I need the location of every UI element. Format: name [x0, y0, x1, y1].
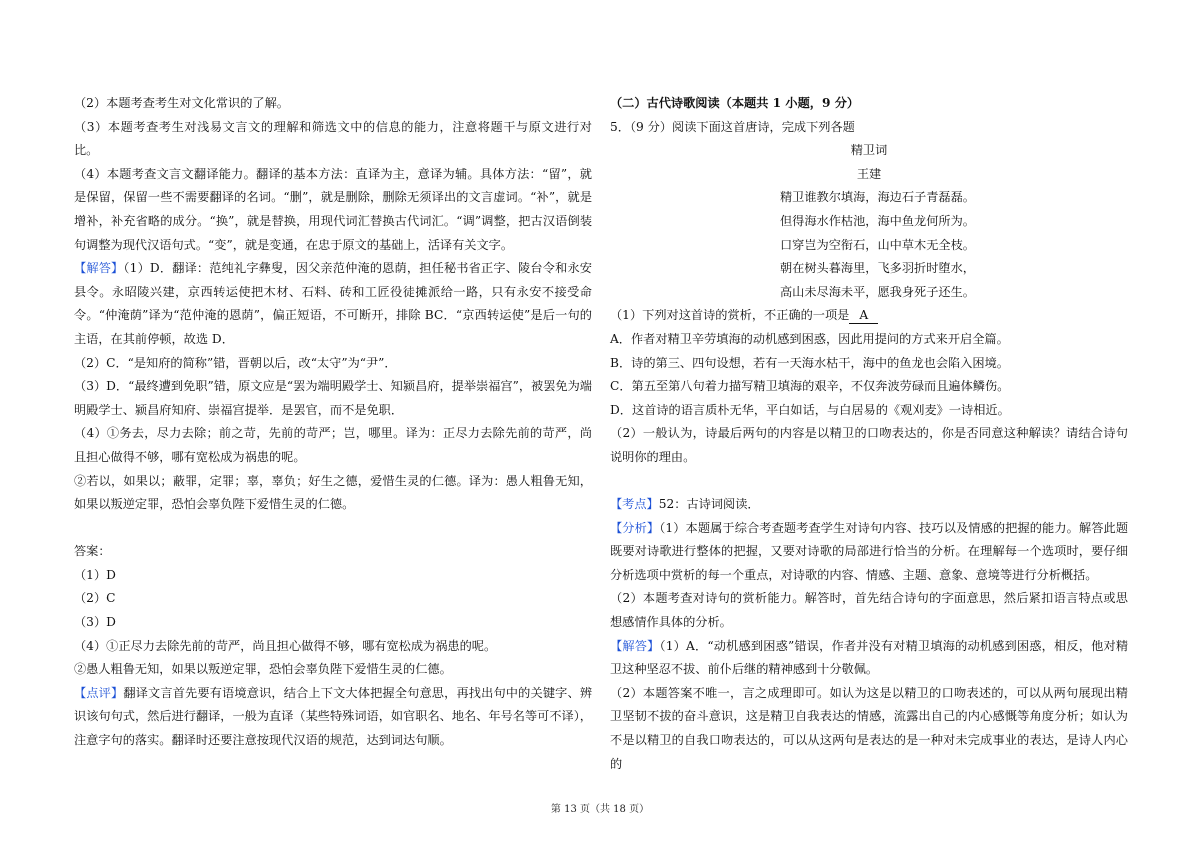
jieda-text-right: （1）A．“动机感到困惑”错误，作者并没有对精卫填海的动机感到困惑，相反，他对精卫这种坚忍不拔、前仆后继的精神感到十分敬佩。 — [610, 638, 1129, 677]
jieda-tag: 【解答】 — [74, 261, 124, 276]
left-column — [74, 92, 592, 753]
dianping-text: 翻译文言首先要有语境意识，结合上下文大体把握全句意思，再找出句中的关键字、辨识该句句式，然后进行翻译，一般为直译（某些特殊词语，如官职名、地名、年号名等可不译），注意字句的落实。翻译时还要注意按现代汉语的规范，达到词达句顺。 — [74, 685, 593, 748]
jieda-more-right: （2）本题答案不唯一，言之成理即可。如认为这是以精卫的口吻表述的，可以从两句展现出精卫坚韧不拔的奋斗意识，这是精卫自我表达的情感，流露出自己的内心感慨等角度分析；如认为不是以精卫的自我口吻表达的，可以从这两句是表达的是一种对未完成事业的表达，是诗人内心的 — [610, 685, 1128, 771]
poem-line: 精卫谁教尔填海，海边石子青磊磊。 — [780, 190, 975, 205]
option-d: D．这首诗的语言质朴无华，平白如话，与白居易的《观刈麦》一诗相近。 — [610, 402, 1010, 417]
fenxi-paragraph — [610, 517, 1128, 588]
answer-item: （2）C — [74, 591, 116, 606]
right-column — [610, 92, 1128, 776]
fenxi-tag: 【分析】 — [610, 520, 660, 535]
analysis-line: （2）本题考查考生对文化常识的了解。 — [74, 96, 289, 110]
spacer — [610, 470, 1128, 494]
answer-label: 答案： — [74, 544, 111, 559]
jieda-line: （4）①务去，尽力去除；前之苛，先前的苛严；岂，哪里。译为：正尽力去除先前的苛严，尚且担心做得不够，哪有宽松成为祸患的呢。 — [74, 426, 592, 464]
poem-line: 朝在树头暮海里，飞多羽折时堕水， — [780, 261, 975, 276]
dianping-paragraph — [74, 682, 592, 753]
spacer — [74, 517, 592, 541]
q1-answer: A — [849, 307, 878, 324]
poem-title: 精卫词 — [850, 143, 888, 158]
dianping-tag: 【点评】 — [74, 685, 124, 700]
jieda-text: （1）D．翻译：范纯礼字彝叟，因父亲范仲淹的恩荫，担任秘书省正字、陵台令和永安县令。永昭陵兴建，京西转运使把木材、石料、砖和工匠役徒摊派给一路，只有永安不接受命令。“仲淹荫”译为“范仲淹的恩荫”，偏正短语，不可断开，排除 BC．“京西转运使”是后一句的主语，在其前停顿，故选 D． — [74, 261, 592, 346]
answer-item: （3）D — [74, 615, 116, 630]
poem-line: 但得海水作枯池，海中鱼龙何所为。 — [780, 213, 975, 228]
page-footer: 第 13 页（共 18 页） — [550, 804, 650, 815]
analysis-line: （3）本题考查考生对浅易文言文的理解和筛选文中的信息的能力，注意将题干与原文进行对比。 — [74, 119, 592, 158]
answer-item: （4）①正尽力去除先前的苛严，尚且担心做得不够，哪有宽松成为祸患的呢。 — [74, 638, 497, 653]
kaodian-text: 52：古诗词阅读． — [658, 497, 760, 512]
answer-item: ②愚人粗鲁无知，如果以叛逆定罪，恐怕会辜负陛下爱惜生灵的仁德。 — [74, 662, 452, 677]
kaodian-paragraph — [610, 493, 1128, 517]
question-2: （2）一般认为，诗最后两句的内容是以精卫的口吻表达的，你是否同意这种解读？请结合诗句说明你的理由。 — [610, 426, 1128, 464]
option-c: C．第五至第八句着力描写精卫填海的艰辛，不仅奔波劳碌而且遍体鳞伤。 — [610, 379, 1010, 394]
poem-line: 高山未尽海未平，愿我身死子还生。 — [780, 284, 975, 299]
jieda-line: （2）C．“是知府的简称”错，晋朝以后，改“太守”为“尹”． — [74, 355, 397, 370]
jieda-paragraph-right — [610, 635, 1128, 682]
q1-stem-line — [610, 304, 1128, 328]
option-a: A．作者对精卫辛劳填海的动机感到困惑，因此用提问的方式来开启全篇。 — [610, 331, 1009, 346]
jieda-tag-right: 【解答】 — [610, 638, 660, 653]
jieda-line: （3）D．“最终遭到免职”错，原文应是“罢为端明殿学士、知颍昌府，提举崇福宫”，被罢免为端明殿学士、颍昌府知府、崇福宫提举．是罢官，而不是免职． — [74, 379, 592, 417]
kaodian-tag: 【考点】 — [610, 497, 659, 512]
fenxi-text: （1）本题属于综合考查题考查学生对诗句内容、技巧以及情感的把握的能力。解答此题既要对诗歌进行整体的把握，又要对诗歌的局部进行恰当的分析。在理解每一个选项时，要仔细分析选项中赏析的每一个重点，对诗歌的内容、情感、主题、意象、意境等进行分析概括。 — [610, 520, 1129, 582]
poem-author: 王建 — [856, 166, 882, 181]
jieda-line: ②若以，如果以；蔽罪，定罪；辜，辜负；好生之德，爱惜生灵的仁德。译为：愚人粗鲁无知，如果以叛逆定罪，恐怕会辜负陛下爱惜生灵的仁德。 — [74, 473, 592, 512]
answer-item: （1）D — [74, 567, 116, 582]
section-title: （二）古代诗歌阅读（本题共 1 小题，9 分） — [610, 96, 860, 110]
poem-line: 口穿岂为空衔石，山中草木无全枝。 — [780, 237, 975, 252]
analysis-line: （4）本题考查文言文翻译能力。翻译的基本方法：直译为主，意译为辅。具体方法：“留”，就是保留，保留一些不需要翻译的名词。“删”，就是删除，删除无须译出的文言虚词。“补”，就是增补，补充省略的成分。“换”，就是替换，用现代词汇替换古代词汇。“调”调整，把古汉语倒装句调整为现代汉语句式。“变”，就是变通，在忠于原文的基础上，活译有关文字。 — [74, 166, 592, 252]
q1-stem: （1）下列对这首诗的赏析，不正确的一项是 — [610, 308, 850, 323]
fenxi-more: （2）本题考查对诗句的赏析能力。解答时，首先结合诗句的字面意思，然后紧扣语言特点或思想感情作具体的分析。 — [610, 591, 1128, 630]
option-b: B．诗的第三、四句设想，若有一天海水枯干，海中的鱼龙也会陷入困境。 — [610, 355, 1009, 370]
question-intro: 5．（9 分）阅读下面这首唐诗，完成下列各题 — [610, 119, 855, 134]
jieda-paragraph — [74, 257, 592, 351]
